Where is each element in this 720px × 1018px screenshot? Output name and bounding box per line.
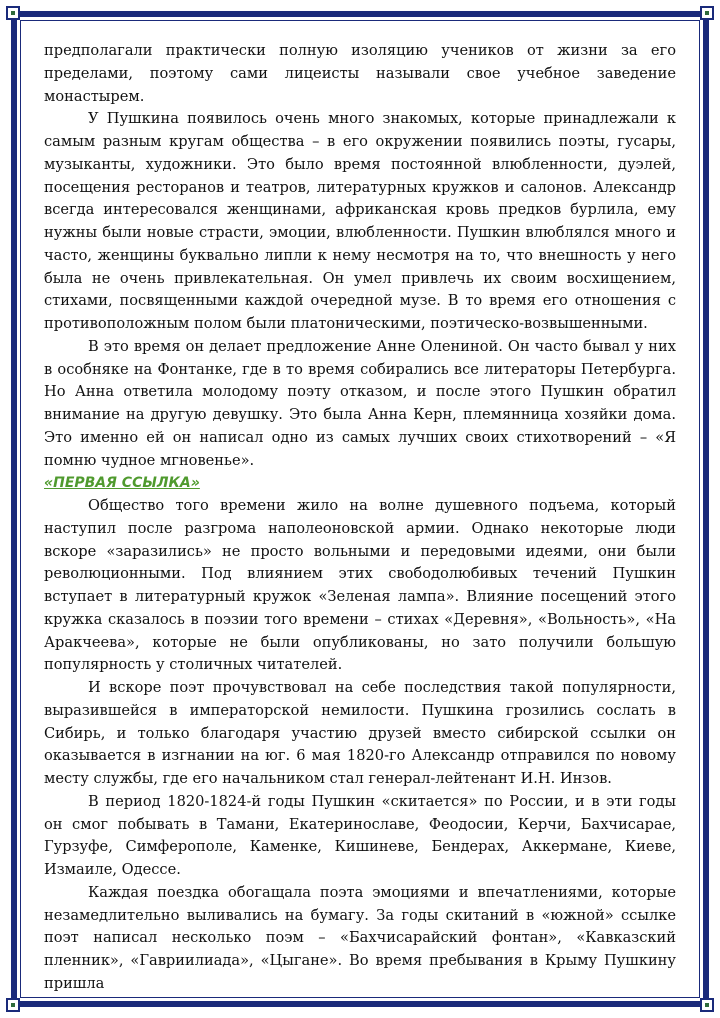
paragraph: Каждая поездка обогащала поэта эмоциями и впечатлениями, которые незамедлительно выливались на бумагу. За годы скитаний в «южной» ссылке поэт написал несколько поэм – «Бахчисарайский фонтан», «Кавказский пленник», «Гавриилиада», «Цыгане». Во время пребывания в Крыму Пушкину пришла (44, 883, 676, 992)
document-body (44, 40, 676, 996)
section-heading: «ПЕРВАЯ ССЫЛКА» (44, 475, 200, 492)
corner-ornament-top-right (700, 6, 714, 20)
paragraph: У Пушкина появилось очень много знакомых, которые принадлежали к самым разным кругам общества – в его окружении появились поэты, гусары, музыканты, художники. Это было время постоянной влюбленности, дуэлей, посещения ресторанов и театров, литературных кружков и салонов. Александр всегда интересовался женщинами, африканская кровь предков бурлила, ему нужны были новые страсти, эмоции, влюбленности. Пушкин влюблялся много и часто, женщины буквально липли к нему несмотря на то, что внешность у него была не очень привлекательная. Он умел привлечь их своим восхищением, стихами, посвященными каждой очередной музе. В то время его отношения с противоположным полом были платоническими, поэтическо-возвышенными. (44, 110, 676, 332)
corner-ornament-bottom-left (6, 998, 20, 1012)
paragraph-continuation: предполагали практически полную изоляцию учеников от жизни за его пределами, поэтому сами лицеисты называли свое учебное заведение монастырем. (44, 42, 676, 105)
paragraph: В период 1820-1824-й годы Пушкин «скитается» по России, и в эти годы он смог побывать в Тамани, Екатеринославе, Феодосии, Керчи, Бахчисарае, Гурзуфе, Симферополе, Каменке, Кишиневе, Бендерах, Аккермане, Киеве, Измаиле, Одессе. (44, 792, 676, 878)
paragraph: И вскоре поэт прочувствовал на себе последствия такой популярности, выразившейся в императорской немилости. Пушкина грозились сослать в Сибирь, и только благодаря участию друзей вместо сибирской ссылки он оказывается в изгнании на юг. 6 мая 1820-го Александр отправился по новому месту службы, где его начальником стал генерал-лейтенант И.Н. Инзов. (44, 679, 676, 787)
corner-ornament-top-left (6, 6, 20, 20)
paragraph: Общество того времени жило на волне душевного подъема, который наступил после разгрома наполеоновской армии. Однако некоторые люди вскоре «заразились» не просто вольными и передовыми идеями, они были революционными. Под влиянием этих свободолюбивых течений Пушкин вступает в литературный кружок «Зеленая лампа». Влияние посещений этого кружка сказалось в поэзии того времени – стихах «Деревня», «Вольность», «На Аракчеева», которые не были опубликованы, но зато получили большую популярность у столичных читателей. (44, 497, 676, 674)
corner-ornament-bottom-right (700, 998, 714, 1012)
paragraph: В это время он делает предложение Анне Олениной. Он часто бывал у них в особняке на Фонтанке, где в то время собирались все литераторы Петербурга. Но Анна ответила молодому поэту отказом, и после этого Пушкин обратил внимание на другую девушку. Это была Анна Керн, племянница хозяйки дома. Это именно ей он написал одно из самых лучших своих стихотворений – «Я помню чудное мгновенье». (44, 337, 676, 469)
